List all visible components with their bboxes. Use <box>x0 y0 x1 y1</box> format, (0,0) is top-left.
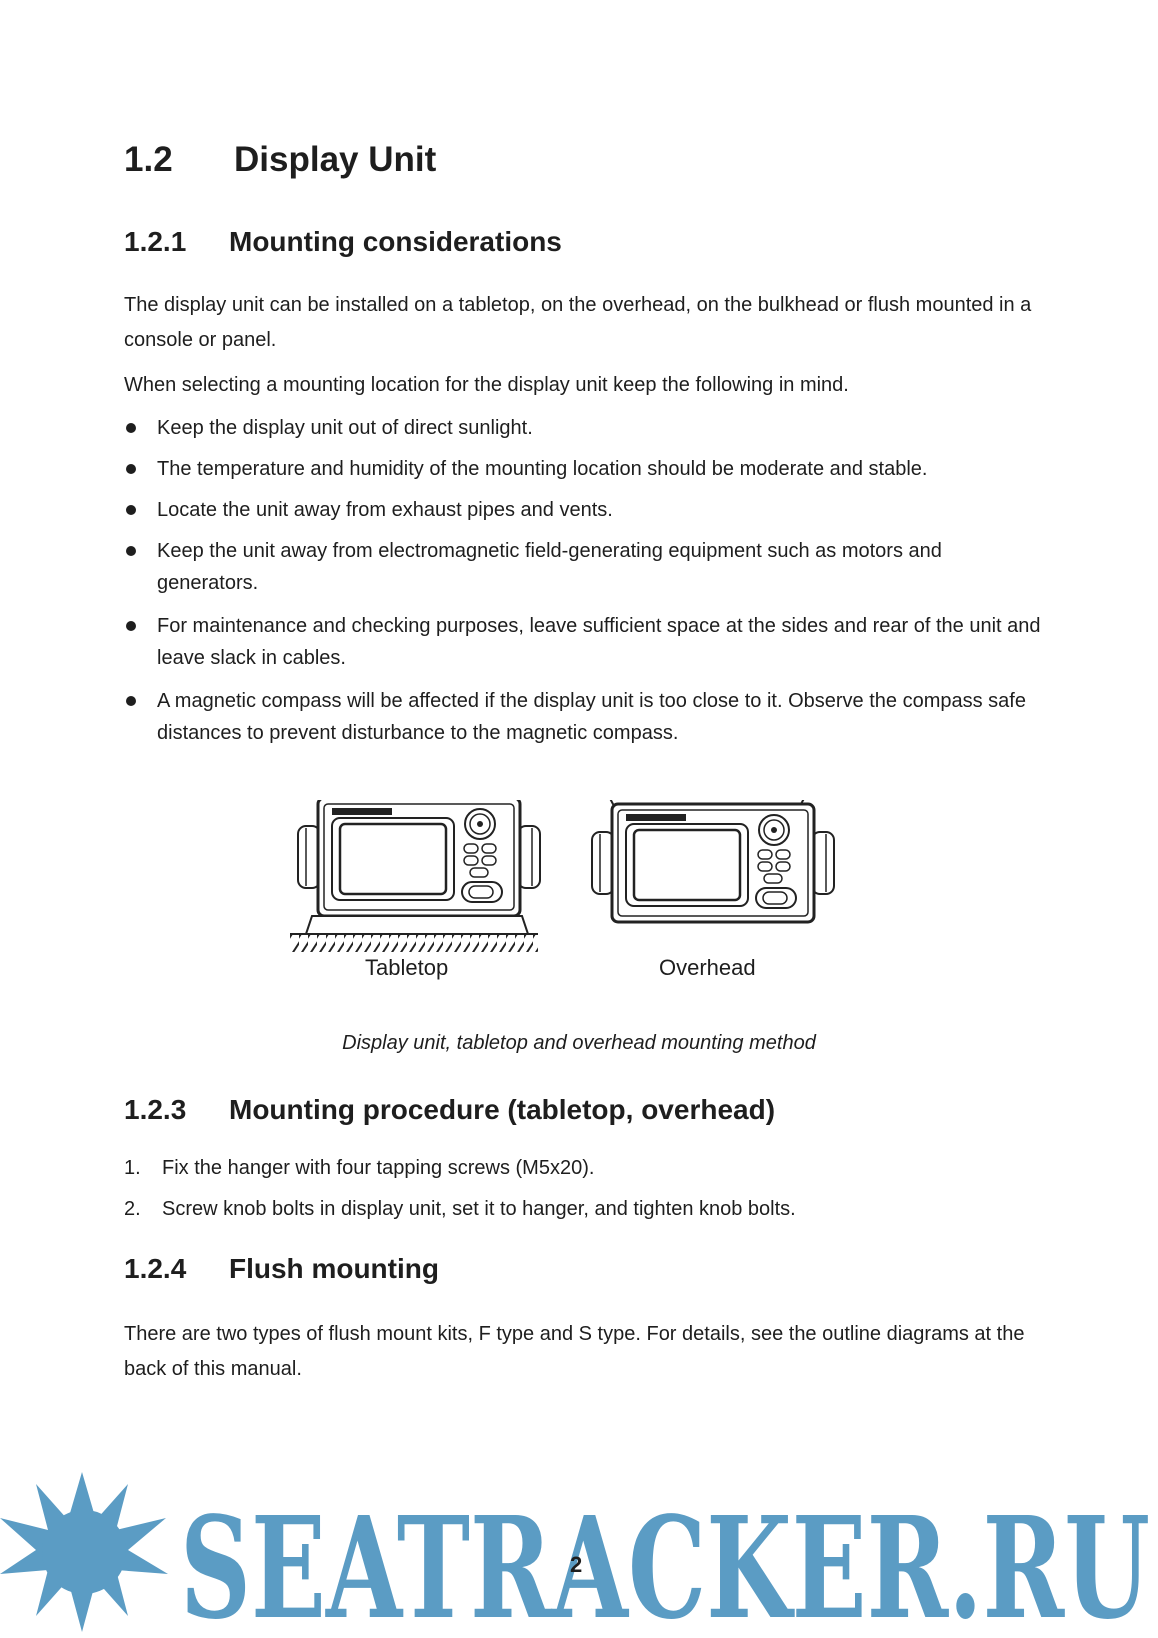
mounting-figure <box>290 800 870 970</box>
list-item: Keep the display unit out of direct sunlight. <box>124 412 1044 444</box>
bullet-icon <box>126 505 136 515</box>
bullet-icon <box>126 621 136 631</box>
page-number: 2 <box>570 1552 583 1577</box>
figure-caption: Display unit, tabletop and overhead mounting method <box>342 1032 816 1054</box>
watermark-text: SEATRACKER.RU <box>180 1487 1150 1638</box>
bullet-icon <box>126 423 136 433</box>
sun-logo-icon <box>0 1472 168 1632</box>
intro-paragraph-2: When selecting a mounting location for the display unit keep the following in mind. <box>124 374 849 396</box>
list-item: Locate the unit away from exhaust pipes and vents. <box>124 494 1044 526</box>
tabletop-label: Tabletop <box>365 955 449 980</box>
subsection-heading-flush <box>124 1253 439 1285</box>
subsection-title: Flush mounting <box>229 1253 439 1284</box>
list-item: A magnetic compass will be affected if the display unit is too close to it. Observe the compass safe distances to prevent disturbance to the magnetic compass. <box>124 685 1044 749</box>
bullet-icon <box>126 464 136 474</box>
bullet-icon <box>126 696 136 706</box>
subsection-heading-procedure <box>124 1094 775 1126</box>
list-item: 1. Fix the hanger with four tapping screws (M5x20). <box>124 1157 595 1179</box>
considerations-list <box>124 412 1044 758</box>
overhead-label: Overhead <box>659 955 756 980</box>
list-item: 2. Screw knob bolts in display unit, set it to hanger, and tighten knob bolts. <box>124 1198 796 1220</box>
subsection-number: 1.2.4 <box>124 1253 187 1284</box>
section-number: 1.2 <box>124 140 173 179</box>
intro-paragraph-1: The display unit can be installed on a tabletop, on the overhead, on the bulkhead or flush mounted in a console or panel. <box>124 294 1032 351</box>
bullet-icon <box>126 546 136 556</box>
subsection-title: Mounting procedure (tabletop, overhead) <box>229 1094 776 1125</box>
section-title: Display Unit <box>234 140 437 179</box>
list-item: For maintenance and checking purposes, leave sufficient space at the sides and rear of the unit and leave slack in cables. <box>124 610 1044 674</box>
flush-mounting-text: There are two types of flush mount kits, F type and S type. For details, see the outline diagrams at the back of this manual. <box>124 1323 1025 1380</box>
procedure-steps <box>124 1152 796 1234</box>
section-heading <box>124 140 436 180</box>
tabletop-unit-drawing <box>290 800 540 952</box>
subsection-title: Mounting considerations <box>229 226 562 257</box>
subsection-number: 1.2.1 <box>124 226 187 257</box>
list-item: The temperature and humidity of the mounting location should be moderate and stable. <box>124 453 1044 485</box>
overhead-unit-drawing <box>583 800 834 922</box>
watermark <box>0 1462 1158 1638</box>
list-item: Keep the unit away from electromagnetic field-generating equipment such as motors and generators. <box>124 535 1044 599</box>
subsection-heading-considerations <box>124 226 562 258</box>
subsection-number: 1.2.3 <box>124 1094 187 1125</box>
